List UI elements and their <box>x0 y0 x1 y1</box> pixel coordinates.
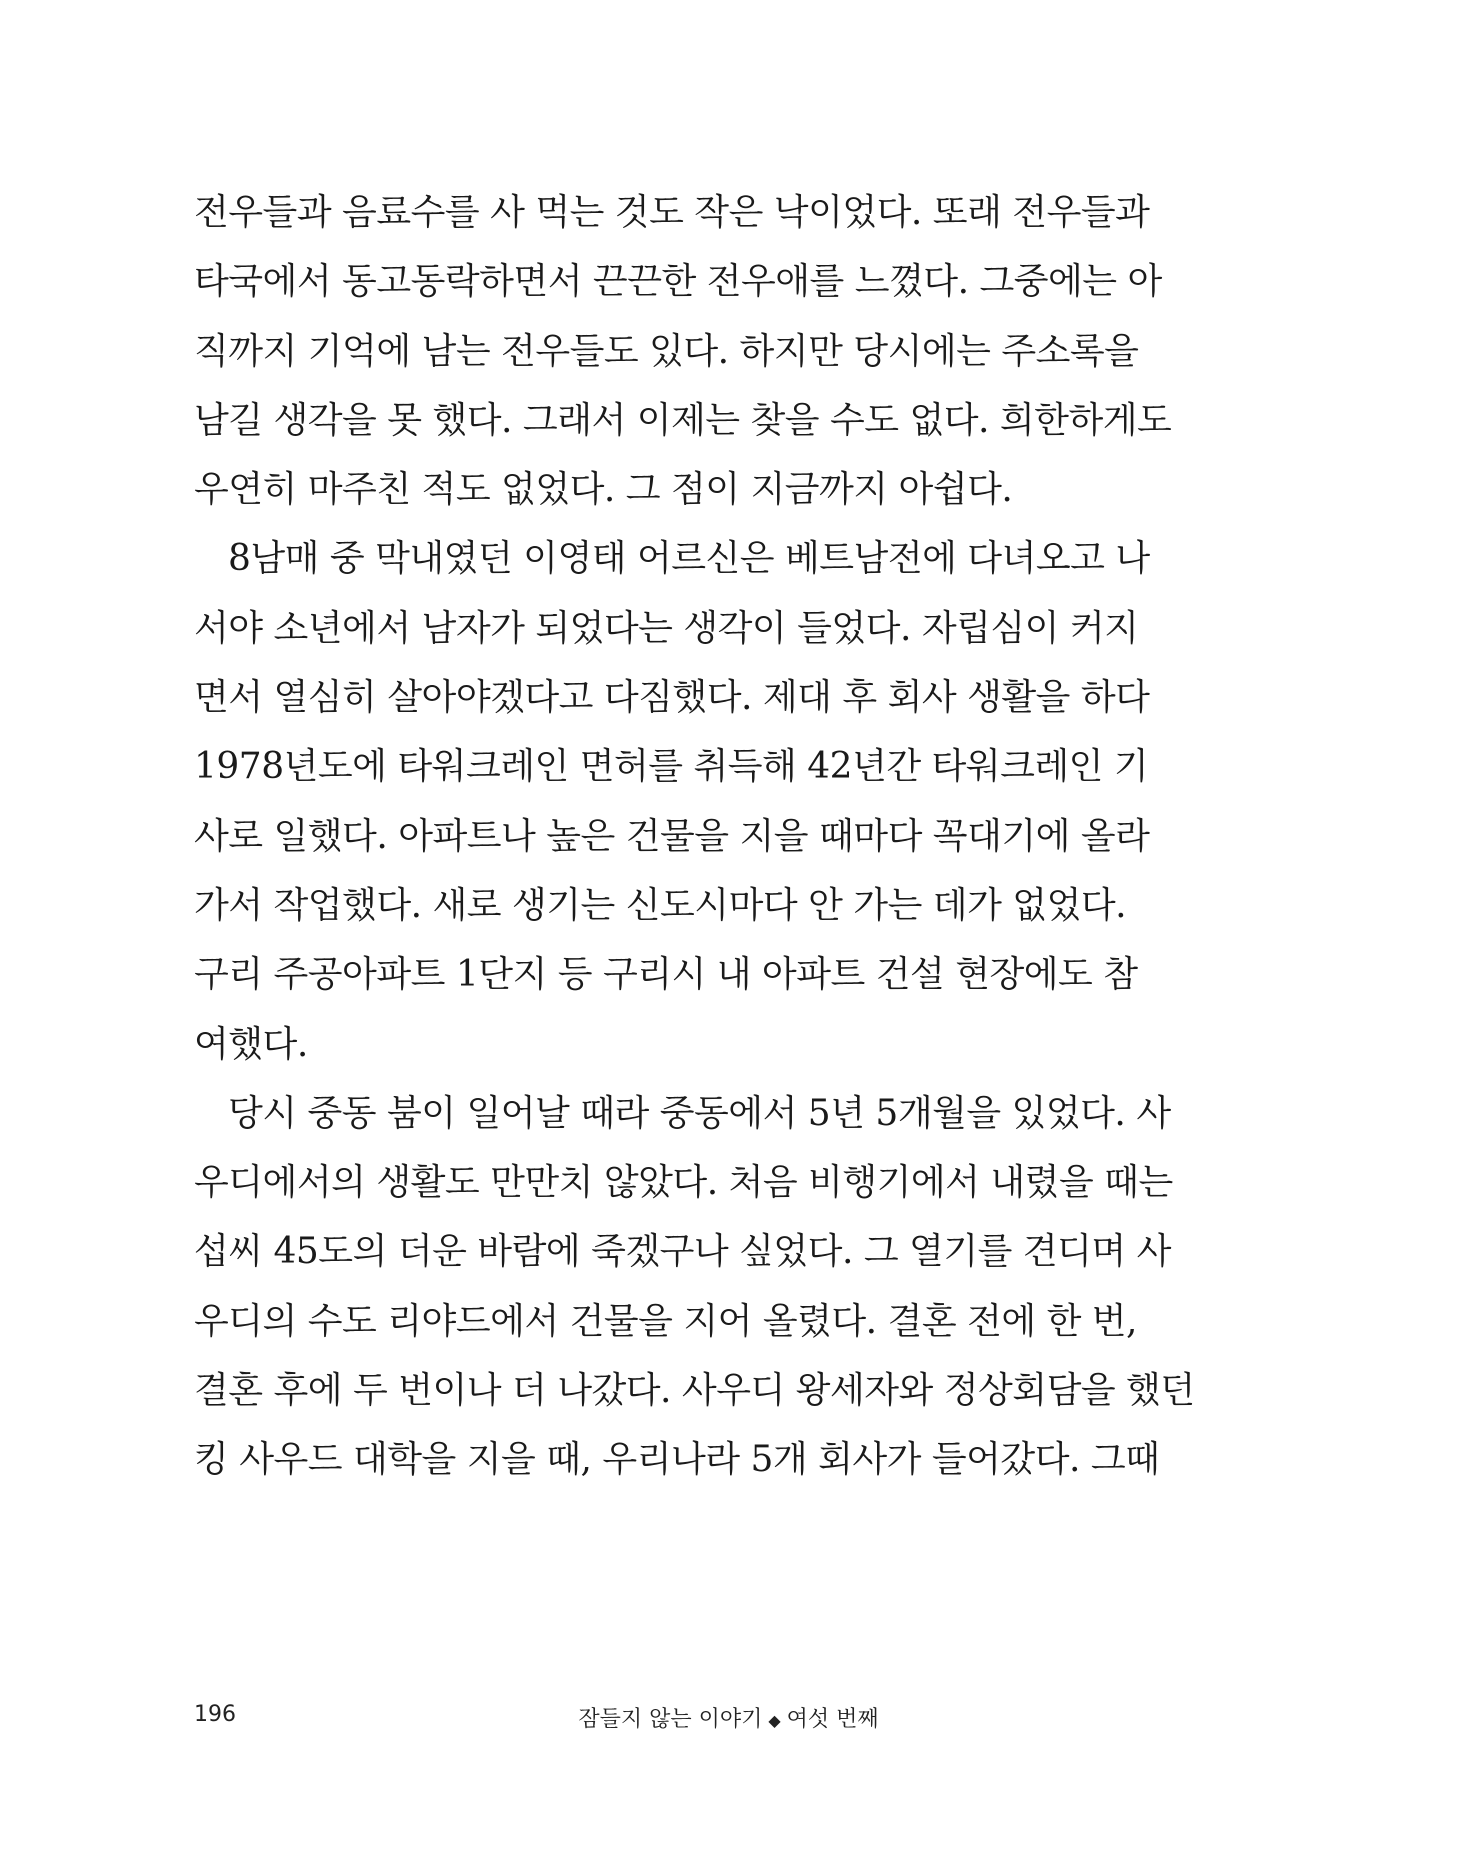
text-line: 가서 작업했다. 새로 생기는 신도시마다 안 가는 데가 없었다. <box>194 884 1127 926</box>
text-line: 여했다. <box>194 1023 308 1065</box>
text-line: 당시 중동 붐이 일어날 때라 중동에서 5년 5개월을 있었다. 사 <box>228 1092 1171 1134</box>
text-line: 서야 소년에서 남자가 되었다는 생각이 들었다. 자립심이 커지 <box>194 607 1139 649</box>
chapter-label: 여섯 번째 <box>786 1707 879 1732</box>
text-line: 우연히 마주친 적도 없었다. 그 점이 지금까지 아쉽다. <box>194 469 1013 511</box>
text-line: 우디의 수도 리야드에서 건물을 지어 올렸다. 결혼 전에 한 번, <box>194 1300 1138 1342</box>
diamond-separator-icon: ◆ <box>768 1710 781 1730</box>
text-line: 구리 주공아파트 1단지 등 구리시 내 아파트 건설 현장에도 참 <box>194 954 1138 996</box>
text-line: 섭씨 45도의 더운 바람에 죽겠구나 싶었다. 그 열기를 견디며 사 <box>194 1231 1171 1273</box>
text-line: 킹 사우드 대학을 지을 때, 우리나라 5개 회사가 들어갔다. 그때 <box>194 1439 1160 1481</box>
text-line: 결혼 후에 두 번이나 더 나갔다. 사우디 왕세자와 정상회담을 했던 <box>194 1370 1195 1412</box>
body-text <box>194 178 1195 1495</box>
text-line: 면서 열심히 살아야겠다고 다짐했다. 제대 후 회사 생활을 하다 <box>194 677 1150 719</box>
book-title: 잠들지 않는 이야기 <box>578 1707 763 1732</box>
text-line: 8남매 중 막내였던 이영태 어르신은 베트남전에 다녀오고 나 <box>228 538 1150 580</box>
text-line: 사로 일했다. 아파트나 높은 건물을 지을 때마다 꼭대기에 올라 <box>194 815 1150 857</box>
text-line: 직까지 기억에 남는 전우들도 있다. 하지만 당시에는 주소록을 <box>194 330 1139 372</box>
text-line: 우디에서의 생활도 만만치 않았다. 처음 비행기에서 내렸을 때는 <box>194 1162 1173 1204</box>
text-line: 남길 생각을 못 했다. 그래서 이제는 찾을 수도 없다. 희한하게도 <box>194 399 1172 441</box>
page-number: 196 <box>194 1702 236 1727</box>
text-line: 전우들과 음료수를 사 먹는 것도 작은 낙이었다. 또래 전우들과 <box>194 192 1150 233</box>
page-footer <box>0 1702 1457 1734</box>
running-title <box>0 1702 1457 1733</box>
text-line: 1978년도에 타워크레인 면허를 취득해 42년간 타워크레인 기 <box>194 746 1149 788</box>
text-line: 타국에서 동고동락하면서 끈끈한 전우애를 느꼈다. 그중에는 아 <box>194 261 1162 303</box>
